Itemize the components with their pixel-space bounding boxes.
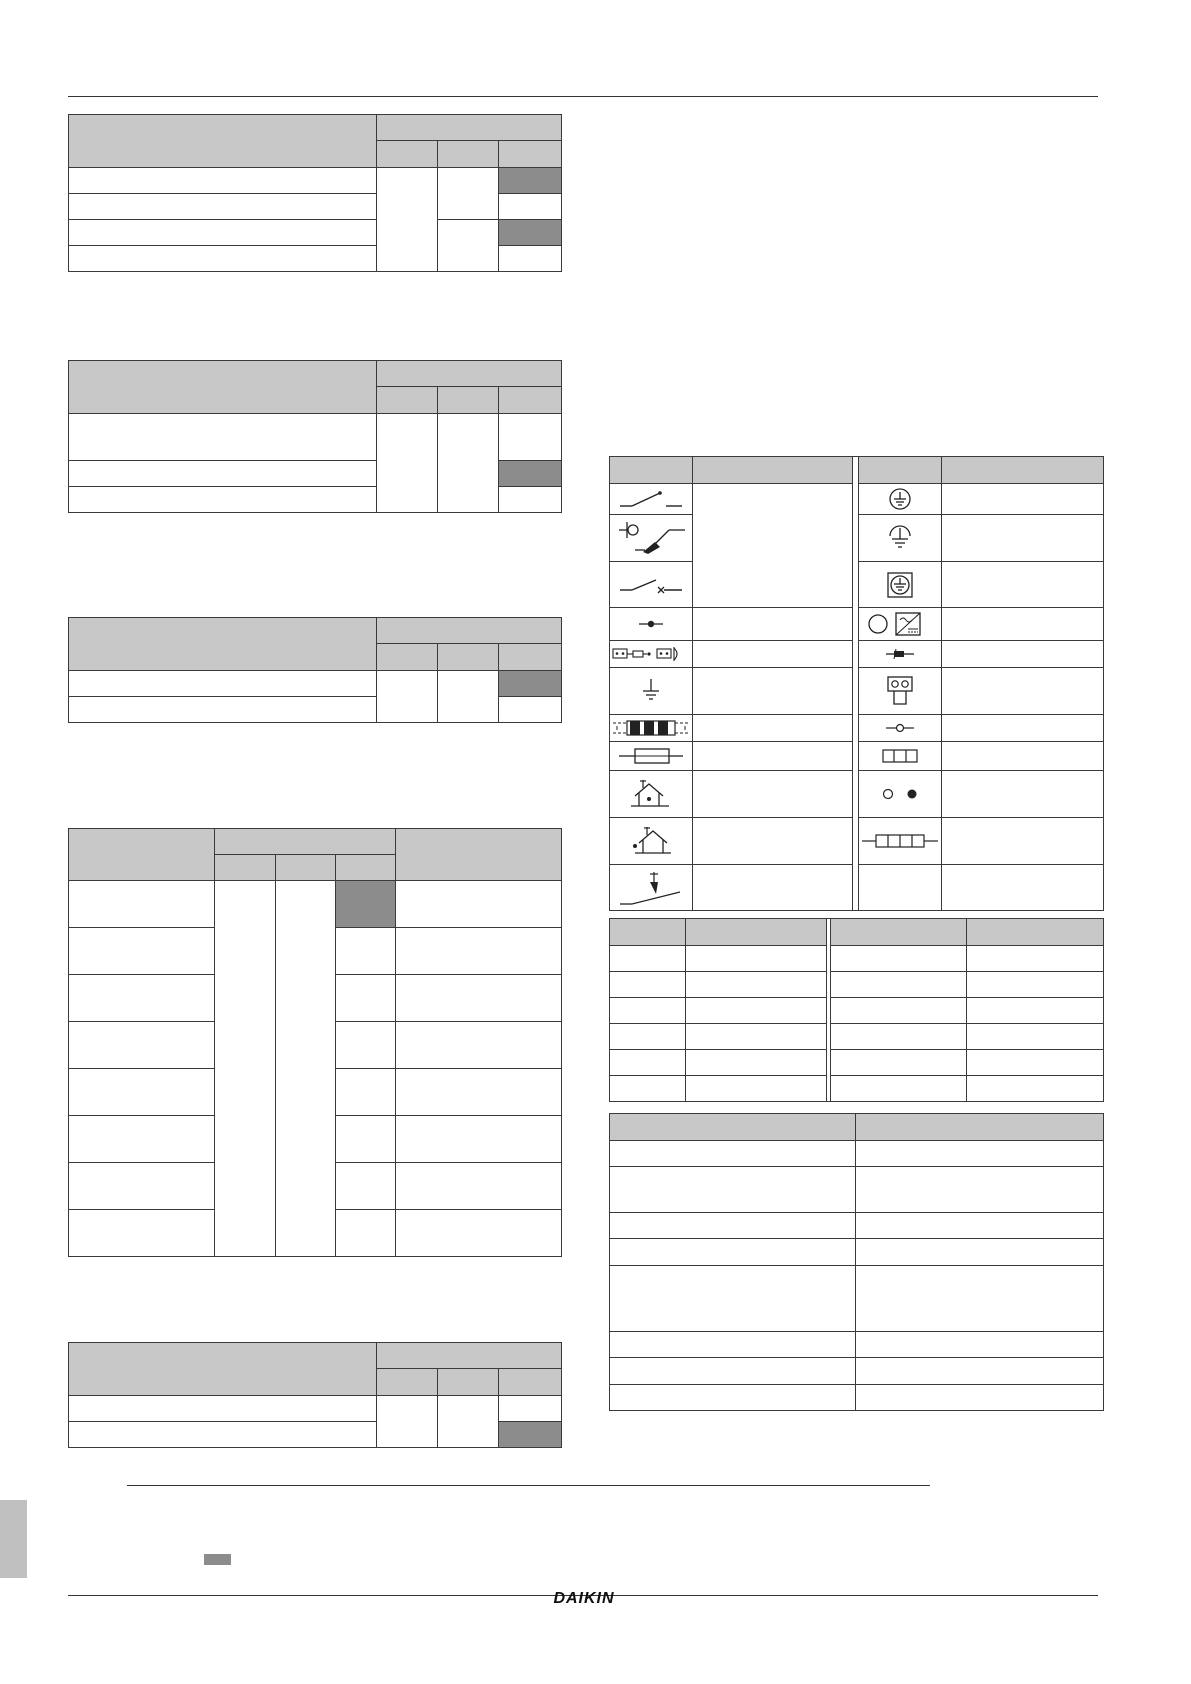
table-3-header [69, 618, 377, 671]
table-row [610, 1213, 856, 1239]
circle-and-inverter-icon [859, 608, 942, 641]
two-column-table [609, 1113, 1104, 1411]
earth-box-icon [859, 562, 942, 608]
terminal-block-icon [859, 818, 942, 865]
grid-table [609, 918, 1104, 1102]
table-row [69, 1163, 215, 1210]
table-2 [68, 360, 562, 513]
resistor-pattern-icon [610, 715, 693, 742]
table-row [69, 671, 377, 697]
table-row [69, 487, 377, 513]
table-row [69, 168, 377, 194]
table-row [69, 246, 377, 272]
switch-icon [610, 484, 693, 515]
table-row [610, 1266, 856, 1332]
breaker-switch-icon [610, 562, 693, 608]
ground-icon [610, 668, 693, 715]
table-row [610, 1050, 686, 1076]
table-row [610, 1076, 686, 1102]
table-row [69, 1069, 215, 1116]
daikin-logo: DAIKIN [553, 1590, 615, 1607]
symbols-table [609, 456, 1104, 911]
table-row [69, 975, 215, 1022]
table-row [69, 697, 377, 723]
footnote-rule [127, 1485, 930, 1486]
table-row [610, 1024, 686, 1050]
connector-pin-icon [859, 641, 942, 668]
table-1-group-header [377, 115, 562, 141]
table-row [69, 1422, 377, 1448]
table-row [69, 928, 215, 975]
table-row [69, 1210, 215, 1257]
table-row [610, 972, 686, 998]
table-row [610, 1358, 856, 1385]
table-row [69, 194, 377, 220]
table-row [69, 414, 377, 461]
table-5 [68, 1342, 562, 1448]
table-row [69, 881, 215, 928]
table-row [610, 1332, 856, 1358]
table-1-header [69, 115, 377, 168]
circle-pair-icon [859, 771, 942, 818]
legend-swatch [204, 1554, 231, 1565]
connector-icon [610, 641, 693, 668]
table-4 [68, 828, 562, 1257]
table-row [69, 1116, 215, 1163]
table-row [69, 1022, 215, 1069]
table-3 [68, 617, 562, 723]
pressure-switch-icon [610, 515, 693, 562]
terminal-icon [859, 715, 942, 742]
connection-dot-icon [610, 608, 693, 641]
table-1 [68, 114, 562, 272]
terminal-strip-icon [859, 742, 942, 771]
table-row [610, 1385, 856, 1411]
table-row [610, 1167, 856, 1213]
header-rule [68, 96, 1098, 97]
table-row [610, 998, 686, 1024]
table-2-header [69, 361, 377, 414]
table-row [610, 1239, 856, 1266]
table-row [69, 1396, 377, 1422]
relay-icon [859, 668, 942, 715]
table-row [610, 946, 686, 972]
noiseless-earth-icon [859, 515, 942, 562]
table-row [610, 1141, 856, 1167]
table-row [69, 220, 377, 246]
house-b-icon [610, 818, 693, 865]
table-row [69, 461, 377, 487]
house-a-icon [610, 771, 693, 818]
fuse-icon [610, 742, 693, 771]
side-tab [0, 1500, 27, 1578]
thermostat-switch-icon [610, 865, 693, 911]
protective-earth-icon [859, 484, 942, 515]
